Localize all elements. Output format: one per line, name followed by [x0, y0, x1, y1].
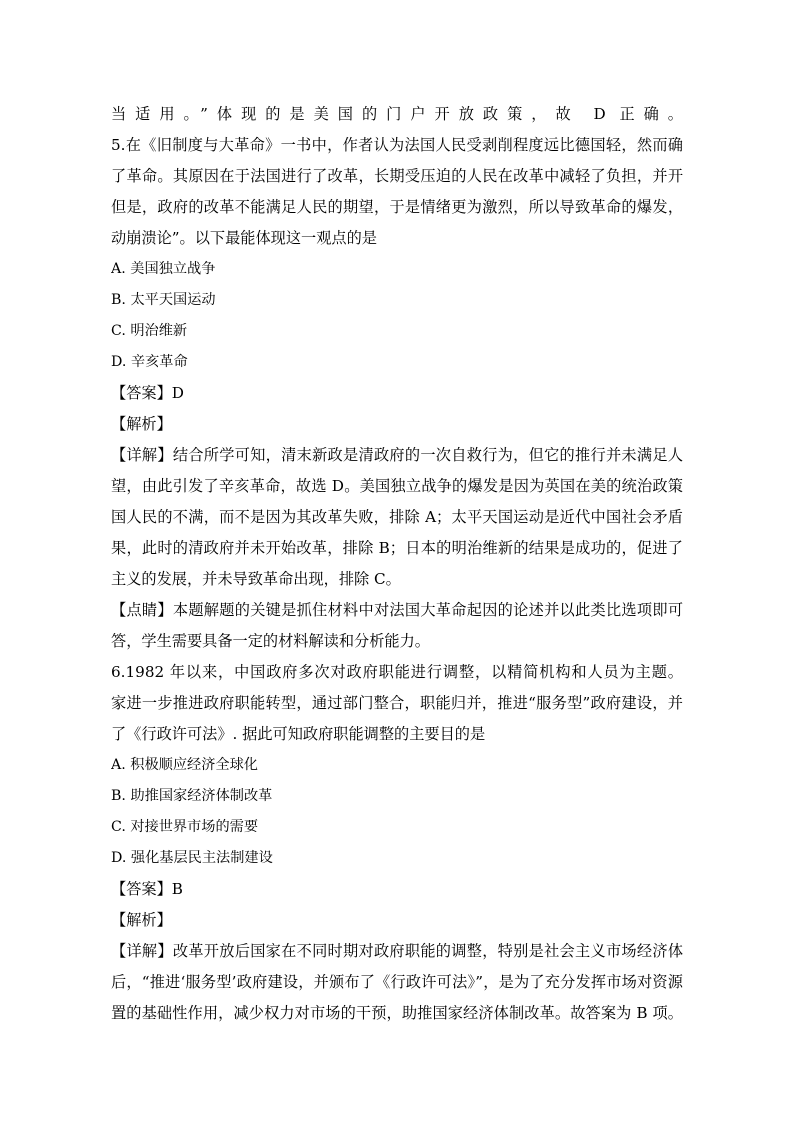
- question-6-option-b: B. 助推国家经济体制改革: [111, 788, 273, 804]
- question-5-stem: 了革命。其原因在于法国进行了改革，长期受压迫的人民在改革中减轻了负担，并开: [111, 167, 683, 185]
- question-6-option-c: C. 对接世界市场的需要: [111, 819, 259, 835]
- question-6-stem: 了《行政许可法》. 据此可知政府职能调整的主要目的是: [111, 725, 486, 743]
- document-body: [111, 99, 683, 1029]
- question-5-stem: 但是，政府的改革不能满足人民的期望，于是情绪更为激烈，所以导致革命的爆发，: [111, 198, 683, 216]
- question-5-option-d: D. 辛亥革命: [111, 354, 188, 370]
- question-5-tip: 【点睛】本题解题的关键是抓住材料中对法国大革命起因的论述并以此类比选项即可: [111, 601, 683, 619]
- question-5-option-a: A. 美国独立战争: [111, 261, 216, 277]
- question-5-explanation: 望，由此引发了辛亥革命，故选 D。美国独立战争的爆发是因为英国在美的统治政策: [111, 477, 683, 495]
- question-6-option-a: A. 积极顺应经济全球化: [111, 757, 258, 773]
- question-5-explanation: 国人民的不满，而不是因为其改革失败，排除 A；太平天国运动是近代中国社会矛盾: [111, 508, 683, 526]
- question-5-analysis-heading: 【解析】: [111, 415, 172, 433]
- question-6-option-d: D. 强化基层民主法制建设: [111, 850, 273, 866]
- question-5-explanation: 主义的发展，并未导致革命出现，排除 C。: [111, 570, 401, 588]
- question-6-explanation: 置的基础性作用，减少权力对市场的干预，助推国家经济体制改革。故答案为 B 项。: [111, 1004, 683, 1022]
- question-5-explanation: 【详解】结合所学可知，清末新政是清政府的一次自救行为，但它的推行并未满足人: [111, 446, 683, 464]
- question-5-explanation: 果，此时的清政府并未开始改革，排除 B；日本的明治维新的结果是成功的，促进了: [111, 539, 683, 557]
- question-5-option-c: C. 明治维新: [111, 323, 188, 339]
- question-6-stem: 家进一步推进政府职能转型，通过部门整合，职能归并，推进“服务型”政府建设，并: [111, 694, 683, 712]
- question-5-option-b: B. 太平天国运动: [111, 292, 216, 308]
- question-6-answer: 【答案】B: [111, 880, 183, 898]
- question-6-analysis-heading: 【解析】: [111, 911, 172, 929]
- question-6-explanation: 【详解】改革开放后国家在不同时期对政府职能的调整，特别是社会主义市场经济体: [111, 942, 683, 960]
- question-6-stem: 6.1982 年以来，中国政府多次对政府职能进行调整，以精简机构和人员为主题。: [111, 663, 683, 681]
- question-5-stem: 动崩溃论”。以下最能体现这一观点的是: [111, 229, 377, 247]
- question-6-explanation: 后，“推进‘服务型’政府建设，并颁布了《行政许可法》”，是为了充分发挥市场对资源: [111, 973, 683, 991]
- question-5-answer: 【答案】D: [111, 384, 184, 402]
- question-5-stem: 5.在《旧制度与大革命》一书中，作者认为法国人民受剥削程度远比德国轻，然而确: [111, 136, 683, 154]
- question-5-tip: 答，学生需要具备一定的材料解读和分析能力。: [111, 632, 430, 650]
- text-line: 当适用。”体现的是美国的门户开放政策，故 D 正确。: [111, 105, 683, 123]
